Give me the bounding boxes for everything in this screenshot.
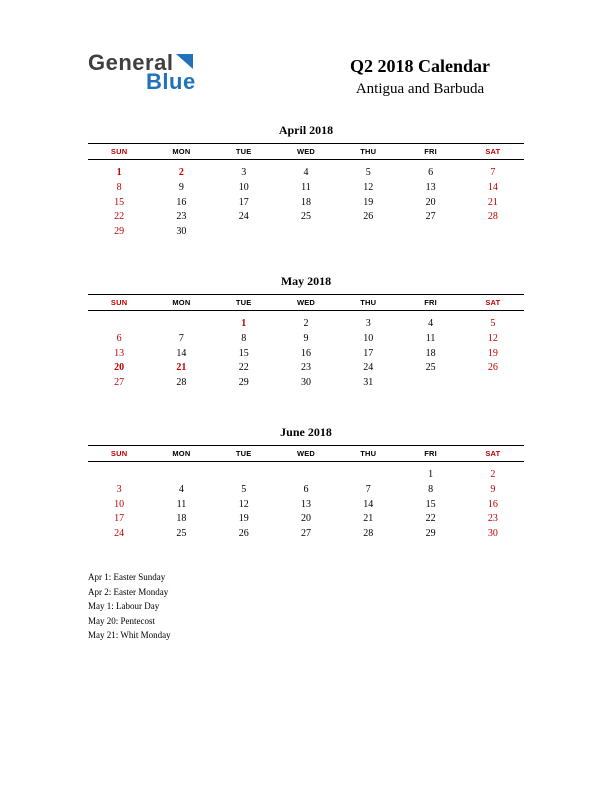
month-section <box>88 274 524 391</box>
day-cell: 26 <box>487 362 498 374</box>
day-header-cell: TUE <box>235 297 252 307</box>
day-header-cell: THU <box>360 297 377 307</box>
day-cell: 20 <box>114 362 125 374</box>
day-cell: 12 <box>363 181 374 193</box>
day-cell: 11 <box>301 181 311 193</box>
day-header-cell: THU <box>360 147 377 156</box>
empty-day-cell <box>337 468 399 483</box>
holiday-item: Apr 2: Easter Monday <box>88 586 169 597</box>
day-cell: 23 <box>176 211 187 223</box>
day-cell: 31 <box>363 377 374 389</box>
day-cell: 22 <box>114 211 125 223</box>
day-cell: 7 <box>490 167 496 178</box>
day-cell: 27 <box>425 211 436 223</box>
day-header-cell: SUN <box>110 147 128 156</box>
day-cell: 11 <box>425 332 436 344</box>
day-header-cell: SAT <box>485 448 501 458</box>
day-cell: 20 <box>425 196 436 208</box>
day-cell: 21 <box>487 196 498 208</box>
day-cell: 13 <box>300 498 311 510</box>
day-header-cell: MON <box>172 448 191 458</box>
empty-day-cell <box>275 468 337 483</box>
day-cell: 17 <box>238 196 249 208</box>
day-cell: 18 <box>425 347 436 359</box>
day-cell: 10 <box>363 332 374 344</box>
day-cell: 4 <box>428 317 434 329</box>
day-cell: 15 <box>114 196 125 208</box>
day-header-cell: TUE <box>235 448 252 458</box>
day-cell: 25 <box>176 528 187 540</box>
day-cell: 16 <box>176 196 187 208</box>
day-cell: 18 <box>176 513 187 525</box>
empty-day-cell <box>88 317 150 332</box>
day-cell: 29 <box>238 377 249 389</box>
day-cell: 8 <box>116 181 122 193</box>
day-cell: 6 <box>428 167 434 178</box>
day-cell: 6 <box>116 332 122 344</box>
day-cell: 19 <box>238 513 249 525</box>
empty-day-cell <box>275 225 337 240</box>
day-cell: 21 <box>363 513 374 525</box>
day-cell: 30 <box>300 377 311 389</box>
day-cell: 2 <box>490 468 496 480</box>
day-header-cell: WED <box>296 147 316 156</box>
day-header-row <box>88 445 524 462</box>
day-cell: 19 <box>487 347 498 359</box>
empty-day-cell <box>337 225 399 240</box>
day-cell: 3 <box>365 317 371 329</box>
weeks-grid <box>88 160 524 240</box>
day-cell: 27 <box>300 528 311 540</box>
day-cell: 28 <box>487 211 498 223</box>
day-cell: 24 <box>114 528 125 540</box>
day-cell: 6 <box>303 483 309 495</box>
day-header-cell: SAT <box>485 147 501 156</box>
holiday-item: Apr 1: Easter Sunday <box>88 572 166 582</box>
holiday-item: May 21: Whit Monday <box>88 630 171 641</box>
page-subtitle: Antigua and Barbuda <box>355 81 485 97</box>
day-cell: 4 <box>303 167 309 178</box>
day-cell: 8 <box>241 332 247 344</box>
day-cell: 23 <box>487 513 498 525</box>
day-header-cell: FRI <box>424 147 437 156</box>
day-cell: 3 <box>116 483 122 495</box>
logo-text-blue: Blue <box>146 69 196 94</box>
month-title: May 2018 <box>280 273 332 288</box>
day-cell: 22 <box>238 362 249 374</box>
day-header-cell: FRI <box>424 297 437 307</box>
months-container <box>88 123 524 576</box>
month-section <box>88 123 524 240</box>
empty-day-cell <box>150 468 212 483</box>
day-cell: 25 <box>425 362 436 374</box>
empty-day-cell <box>213 225 275 240</box>
day-cell: 16 <box>300 347 311 359</box>
day-cell: 24 <box>238 211 249 223</box>
day-cell: 17 <box>363 347 374 359</box>
day-header-cell: SUN <box>110 448 128 458</box>
day-cell: 28 <box>176 377 187 389</box>
month-title: June 2018 <box>280 424 332 439</box>
weeks-grid <box>88 311 524 391</box>
day-cell: 22 <box>425 513 436 525</box>
day-cell: 15 <box>238 347 249 359</box>
day-cell: 12 <box>487 332 498 344</box>
day-cell: 7 <box>365 483 371 495</box>
holiday-item: May 1: Labour Day <box>88 601 160 612</box>
day-cell: 9 <box>178 181 184 193</box>
day-cell: 24 <box>363 362 374 374</box>
day-cell: 11 <box>176 498 187 510</box>
day-cell: 30 <box>176 226 187 238</box>
day-cell: 9 <box>490 483 496 495</box>
day-cell: 10 <box>238 181 249 193</box>
day-header-row <box>88 294 524 311</box>
day-header-cell: THU <box>360 448 377 458</box>
empty-day-cell <box>462 225 524 240</box>
empty-day-cell <box>150 317 212 332</box>
day-cell: 13 <box>114 347 125 359</box>
empty-day-cell <box>213 468 275 483</box>
logo-text-general: General <box>88 50 174 75</box>
holiday-list <box>88 570 171 643</box>
day-cell: 29 <box>114 226 125 238</box>
logo <box>88 52 196 93</box>
day-header-cell: WED <box>296 297 316 307</box>
empty-day-cell <box>462 376 524 391</box>
day-cell: 27 <box>114 377 125 389</box>
day-cell: 17 <box>114 513 125 525</box>
logo-flag-icon <box>176 54 193 69</box>
day-cell: 3 <box>241 167 247 178</box>
day-cell: 29 <box>425 528 436 540</box>
day-cell: 1 <box>428 468 434 480</box>
day-cell: 26 <box>363 211 374 223</box>
day-cell: 13 <box>425 181 436 193</box>
day-cell: 5 <box>490 317 496 329</box>
day-header-cell: SAT <box>485 297 501 307</box>
day-cell: 19 <box>363 196 374 208</box>
empty-day-cell <box>88 468 150 483</box>
day-cell: 20 <box>300 513 311 525</box>
day-cell: 10 <box>114 498 125 510</box>
day-cell: 7 <box>178 332 184 344</box>
weeks-grid <box>88 462 524 542</box>
day-cell: 5 <box>365 167 371 178</box>
day-cell: 14 <box>176 347 187 359</box>
day-cell: 21 <box>176 362 187 374</box>
day-cell: 5 <box>241 483 247 495</box>
day-header-cell: TUE <box>235 147 252 156</box>
day-cell: 16 <box>487 498 498 510</box>
day-cell: 8 <box>428 483 434 495</box>
day-cell: 14 <box>487 181 498 193</box>
empty-day-cell <box>399 376 461 391</box>
day-header-cell: MON <box>172 147 191 156</box>
day-cell: 28 <box>363 528 374 540</box>
day-cell: 30 <box>487 528 498 540</box>
day-cell: 9 <box>303 332 309 344</box>
day-cell: 15 <box>425 498 436 510</box>
day-header-cell: WED <box>296 448 316 458</box>
day-cell: 1 <box>241 317 247 329</box>
month-section <box>88 425 524 542</box>
day-cell: 1 <box>116 167 122 178</box>
day-header-cell: MON <box>172 297 191 307</box>
day-header-cell: SUN <box>110 297 128 307</box>
month-title: April 2018 <box>278 123 334 137</box>
day-cell: 12 <box>238 498 249 510</box>
header <box>220 56 612 98</box>
day-cell: 18 <box>300 196 311 208</box>
day-header-row <box>88 143 524 160</box>
day-cell: 14 <box>363 498 374 510</box>
day-cell: 2 <box>303 317 309 329</box>
day-cell: 23 <box>300 362 311 374</box>
day-cell: 26 <box>238 528 249 540</box>
day-header-cell: FRI <box>424 448 437 458</box>
page-title: Q2 2018 Calendar <box>349 56 490 76</box>
empty-day-cell <box>399 225 461 240</box>
holiday-item: May 20: Pentecost <box>88 615 155 626</box>
day-cell: 4 <box>178 483 184 495</box>
day-cell: 25 <box>300 211 311 223</box>
day-cell: 2 <box>178 167 184 178</box>
